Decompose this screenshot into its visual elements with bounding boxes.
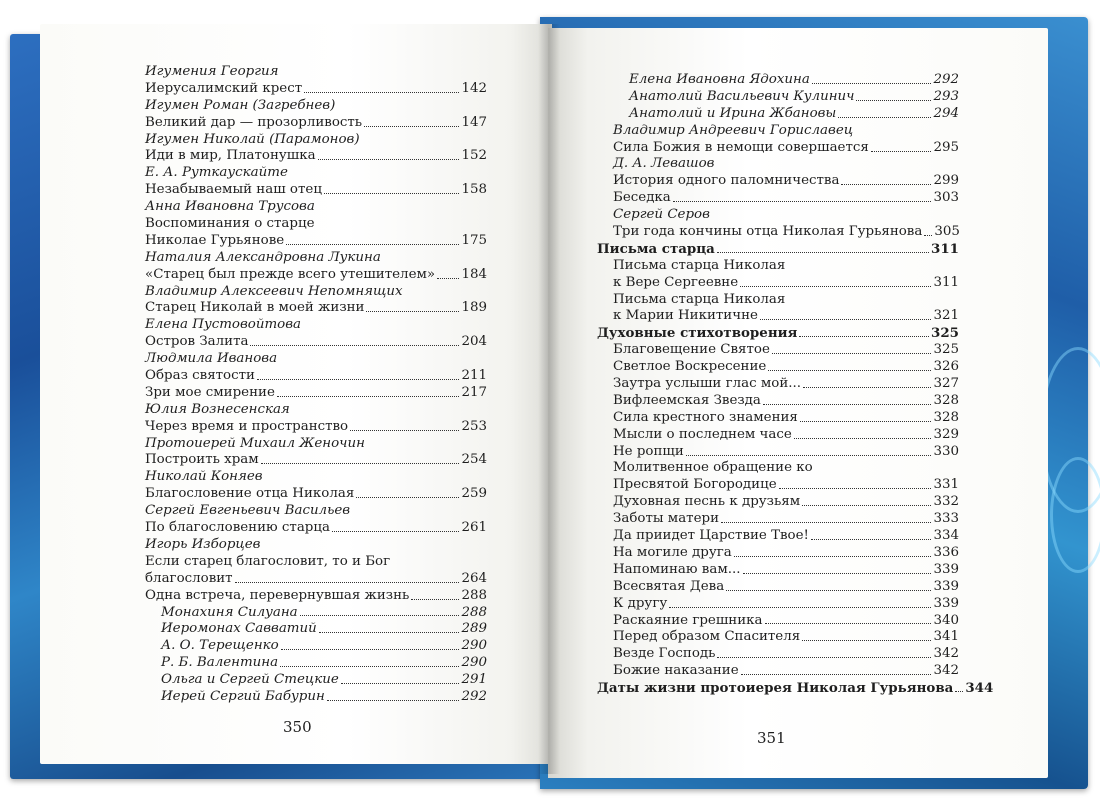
toc-entry: [145, 486, 487, 503]
toc-entry-title: Д. А. Левашов: [613, 156, 715, 172]
toc-entry-title: Анна Ивановна Трусова: [145, 199, 315, 215]
toc-entry-title: благословит: [145, 570, 233, 586]
toc-entry-title: Мысли о последнем часе: [613, 426, 792, 442]
dot-leader: [765, 623, 932, 624]
toc-entry: [597, 629, 959, 646]
toc-entry-page: 189: [461, 300, 487, 316]
toc-entry-title: История одного паломничества: [613, 173, 840, 189]
dot-leader: [811, 539, 932, 540]
dot-leader: [743, 573, 932, 574]
toc-author-line: [145, 503, 487, 520]
toc-entry: [145, 115, 487, 132]
toc-entry: [145, 588, 487, 605]
toc-entry: [597, 410, 959, 427]
toc-entry-title: Если старец благословит, то и Бог: [145, 553, 391, 569]
toc-entry-page: 344: [965, 680, 994, 697]
toc-entry-title: Протоиерей Михаил Женочин: [145, 435, 365, 451]
toc-entry-title: Письма старца: [597, 240, 715, 257]
dot-leader: [250, 345, 459, 346]
toc-entry-page: 325: [931, 325, 959, 342]
toc-section-heading: [597, 241, 959, 258]
toc-entry: [145, 267, 487, 284]
toc-entry-title: Игумения Георгия: [145, 64, 279, 79]
toc-entry-page: 254: [461, 452, 487, 468]
toc-entry: [597, 393, 959, 410]
toc-entry: [145, 148, 487, 165]
toc-entry: [597, 275, 959, 292]
toc-entry-title: Через время и пространство: [145, 418, 349, 434]
toc-entry-page: 321: [933, 308, 959, 324]
dot-leader: [286, 244, 459, 245]
toc-entry-page: 339: [933, 561, 959, 577]
toc-section-heading: [597, 680, 994, 697]
toc-entry-title: Письма старца Николая: [613, 291, 786, 307]
toc-entry: [597, 663, 959, 680]
toc-author-line: [145, 317, 487, 334]
toc-entry-title: Сила крестного знамения: [613, 409, 798, 425]
toc-entry: [145, 334, 487, 351]
toc-entry: [145, 554, 487, 571]
toc-entry-page: 253: [461, 418, 487, 434]
toc-entry-title: к Вере Сергеевне: [613, 274, 739, 290]
toc-entry: [145, 300, 487, 317]
dot-leader: [261, 463, 460, 464]
dot-leader: [726, 590, 931, 591]
dot-leader: [763, 404, 932, 405]
toc-entry-page: 294: [933, 105, 959, 121]
dot-leader: [734, 556, 932, 557]
toc-entry-page: 290: [461, 638, 487, 654]
toc-entry-title: Заботы матери: [613, 511, 720, 527]
toc-entry-title: Владимир Андреевич Гориславец: [613, 122, 854, 138]
toc-entry: [597, 308, 959, 325]
toc-entry-page: 331: [933, 477, 959, 493]
toc-author-line: [145, 402, 487, 419]
toc-entry-page: 340: [933, 612, 959, 628]
toc-author-line: [145, 132, 487, 149]
dot-leader: [741, 674, 932, 675]
toc-list-left: [145, 64, 487, 706]
toc-entry-title: Одна встреча, перевернувшая жизнь: [145, 587, 410, 603]
toc-entry-title: Три года кончины отца Николая Гурьянова: [613, 224, 923, 240]
dot-leader: [277, 396, 460, 397]
toc-author-line: [597, 156, 959, 173]
toc-author-line: [145, 165, 487, 182]
toc-entry: [597, 596, 959, 613]
toc-entry-page: 184: [461, 266, 487, 282]
toc-entry-title: На могиле друга: [613, 544, 732, 560]
toc-entry-title: Да приидет Царствие Твое!: [613, 528, 809, 544]
dot-leader: [235, 582, 460, 583]
toc-entry-title: Благовещение Святое: [613, 342, 770, 358]
dot-leader: [364, 126, 459, 127]
toc-entry-title: Иди в мир, Платонушка: [145, 148, 316, 164]
dot-leader: [856, 100, 931, 101]
toc-entry-page: 217: [461, 384, 487, 400]
toc-author-line: [145, 689, 487, 706]
toc-entry-title: Ольга и Сергей Стецкие: [161, 672, 339, 688]
toc-entry: [597, 545, 959, 562]
page-number-right: 351: [757, 729, 786, 747]
toc-entry-page: 303: [933, 190, 959, 206]
toc-entry-title: По благословению старца: [145, 520, 330, 536]
dot-leader: [803, 387, 931, 388]
toc-entry-page: 330: [933, 443, 959, 459]
toc-entry-title: Николае Гурьянове: [145, 232, 285, 248]
toc-entry-title: Монахиня Силуана: [161, 604, 298, 620]
toc-entry-page: 204: [461, 334, 487, 350]
dot-leader: [257, 379, 459, 380]
toc-entry: [597, 292, 959, 309]
toc-entry-page: 259: [461, 486, 487, 502]
toc-entry-page: 211: [461, 368, 487, 384]
toc-entry-page: 175: [461, 232, 487, 248]
toc-entry: [597, 494, 959, 511]
toc-entry-page: 152: [461, 148, 487, 164]
toc-author-line: [597, 123, 959, 140]
toc-entry-page: 334: [933, 528, 959, 544]
toc-entry-title: Божие наказание: [613, 663, 739, 679]
toc-entry: [597, 359, 959, 376]
toc-entry-title: Великий дар — прозорливость: [145, 114, 363, 130]
toc-entry-page: 332: [933, 494, 959, 510]
toc-entry-title: Игорь Изборцев: [145, 536, 261, 552]
toc-entry: [597, 444, 959, 461]
dot-leader: [802, 505, 931, 506]
toc-entry-title: Заутра услыши глас мой...: [613, 376, 802, 392]
toc-entry-title: Анатолий и Ирина Жбановы: [629, 105, 837, 121]
toc-entry-title: Остров Залита: [145, 334, 249, 350]
toc-entry-page: 299: [933, 173, 959, 189]
dot-leader: [673, 201, 932, 202]
dot-leader: [794, 438, 932, 439]
dot-leader: [871, 151, 932, 152]
toc-entry: [145, 419, 487, 436]
dot-leader: [841, 184, 931, 185]
toc-author-line: [145, 655, 487, 672]
toc-entry: [597, 562, 959, 579]
toc-entry-title: Р. Б. Валентина: [161, 655, 279, 671]
toc-entry-title: Благословение отца Николая: [145, 486, 355, 502]
toc-entry-title: Иерусалимский крест: [145, 80, 303, 96]
toc-entry-page: 342: [933, 663, 959, 679]
toc-author-line: [145, 672, 487, 689]
toc-entry: [597, 511, 959, 528]
toc-entry-page: 295: [933, 139, 959, 155]
toc-entry-title: Е. А. Руткаускайте: [145, 165, 288, 181]
toc-entry-title: Анатолий Васильевич Кулинич: [629, 88, 855, 104]
dot-leader: [686, 455, 932, 456]
toc-entry: [145, 452, 487, 469]
toc-entry: [145, 520, 487, 537]
toc-author-line: [597, 106, 959, 123]
toc-author-line: [145, 469, 487, 486]
dot-leader: [281, 649, 460, 650]
toc-entry-page: 305: [934, 224, 960, 240]
dot-leader: [800, 421, 932, 422]
dot-leader: [802, 640, 931, 641]
toc-entry-title: Владимир Алексеевич Непомнящих: [145, 283, 403, 299]
toc-entry-title: Елена Ивановна Ядохина: [629, 72, 810, 87]
toc-entry-page: 339: [933, 595, 959, 611]
toc-entry: [597, 427, 959, 444]
toc-entry-title: Пресвятой Богородице: [613, 477, 777, 493]
dot-leader: [717, 657, 931, 658]
toc-entry-title: Напоминаю вам...: [613, 561, 741, 577]
toc-entry-page: 339: [933, 578, 959, 594]
toc-author-line: [145, 436, 487, 453]
toc-entry: [145, 216, 487, 233]
toc-entry: [145, 368, 487, 385]
toc-author-line: [145, 351, 487, 368]
toc-entry: [597, 460, 959, 477]
toc-author-line: [597, 207, 959, 224]
toc-entry-title: Молитвенное обращение ко: [613, 460, 813, 476]
dot-leader: [324, 193, 460, 194]
toc-entry-title: Беседка: [613, 190, 671, 206]
toc-entry-title: Людмила Иванова: [145, 351, 278, 367]
toc-entry-page: 158: [461, 182, 487, 198]
toc-entry-page: 311: [931, 240, 959, 257]
toc-entry: [145, 81, 487, 98]
toc-entry-title: Вифлеемская Звезда: [613, 392, 761, 408]
toc-entry-page: 264: [461, 570, 487, 586]
toc-entry: [597, 173, 959, 190]
toc-entry-title: Образ святости: [145, 368, 255, 384]
toc-entry-page: 288: [461, 587, 487, 603]
toc-entry: [597, 613, 959, 630]
toc-entry-title: К другу: [613, 595, 668, 611]
toc-author-line: [145, 284, 487, 301]
dot-leader: [760, 319, 932, 320]
toc-entry: [145, 571, 487, 588]
toc-entry-title: Игумен Роман (Загребнев): [145, 97, 336, 113]
toc-entry-page: 311: [933, 274, 959, 290]
dot-leader: [437, 278, 459, 279]
toc-entry-title: Духовная песнь к друзьям: [613, 494, 801, 510]
toc-entry-title: Игумен Николай (Парамонов): [145, 131, 360, 147]
toc-entry: [597, 258, 959, 275]
dot-leader: [319, 632, 460, 633]
dot-leader: [812, 83, 932, 84]
toc-entry: [597, 190, 959, 207]
toc-entry-title: Сергей Евгеньевич Васильев: [145, 503, 351, 519]
toc-entry-page: 291: [461, 672, 487, 688]
toc-entry-title: Зри мое смирение: [145, 384, 275, 400]
page-number-left: 350: [283, 718, 312, 736]
toc-entry-page: 142: [461, 80, 487, 96]
dot-leader: [280, 666, 459, 667]
toc-entry: [597, 646, 959, 663]
toc-entry-title: Перед образом Спасителя: [613, 629, 801, 645]
toc-author-line: [145, 199, 487, 216]
toc-entry: [145, 182, 487, 199]
toc-author-line: [145, 537, 487, 554]
toc-entry-title: Раскаяние грешника: [613, 612, 763, 628]
toc-entry-page: 342: [933, 646, 959, 662]
toc-entry-page: 336: [933, 544, 959, 560]
toc-author-line: [145, 638, 487, 655]
toc-author-line: [145, 605, 487, 622]
toc-author-line: [597, 89, 959, 106]
toc-entry-title: Воспоминания о старце: [145, 216, 315, 232]
dot-leader: [717, 252, 929, 253]
toc-entry: [145, 233, 487, 250]
toc-entry: [145, 385, 487, 402]
toc-entry-title: Светлое Воскресение: [613, 359, 767, 375]
toc-entry-title: Письма старца Николая: [613, 257, 786, 273]
toc-entry-page: 292: [461, 688, 487, 704]
toc-entry-title: Не ропщи: [613, 443, 684, 459]
toc-entry-page: 289: [461, 621, 487, 637]
toc-entry: [597, 224, 959, 241]
toc-entry-title: Елена Пустовойтова: [145, 317, 302, 333]
toc-entry-title: Духовные стихотворения: [597, 325, 798, 342]
dot-leader: [318, 159, 460, 160]
dot-leader: [350, 430, 459, 431]
toc-entry: [597, 579, 959, 596]
toc-entry-page: 329: [933, 426, 959, 442]
dot-leader: [838, 117, 931, 118]
dot-leader: [772, 353, 932, 354]
dot-leader: [332, 531, 459, 532]
dot-leader: [411, 599, 459, 600]
dot-leader: [300, 615, 460, 616]
toc-author-line: [145, 250, 487, 267]
toc-entry-title: Сила Божия в немощи совершается: [613, 139, 869, 155]
toc-entry-title: Даты жизни протоиерея Николая Гурьянова: [597, 680, 954, 697]
toc-entry-page: 147: [461, 114, 487, 130]
book-gutter: [538, 24, 560, 774]
toc-entry-title: Иеромонах Савватий: [161, 621, 317, 637]
toc-section-heading: [597, 325, 959, 342]
toc-entry-title: А. О. Терещенко: [161, 638, 279, 654]
toc-entry-title: Наталия Александровна Лукина: [145, 249, 381, 265]
toc-entry: [597, 477, 959, 494]
toc-author-line: [145, 98, 487, 115]
toc-entry-page: 328: [933, 409, 959, 425]
dot-leader: [779, 488, 932, 489]
dot-leader: [721, 522, 931, 523]
dot-leader: [366, 311, 459, 312]
toc-entry-title: к Марии Никитичне: [613, 308, 758, 324]
dot-leader: [341, 683, 460, 684]
toc-entry-title: Построить храм: [145, 452, 259, 468]
toc-entry: [597, 528, 959, 545]
toc-entry-page: 328: [933, 392, 959, 408]
dot-leader: [799, 336, 929, 337]
dot-leader: [768, 370, 931, 371]
dot-leader: [955, 691, 963, 692]
toc-entry-title: «Старец был прежде всего утешителем»: [145, 266, 436, 282]
toc-entry-title: Старец Николай в моей жизни: [145, 300, 365, 316]
toc-entry-title: Сергей Серов: [613, 207, 710, 223]
toc-entry-page: 327: [933, 376, 959, 392]
toc-entry-page: 333: [933, 511, 959, 527]
toc-entry-page: 325: [933, 342, 959, 358]
toc-entry-page: 341: [933, 629, 959, 645]
toc-entry-page: 261: [461, 520, 487, 536]
toc-entry-page: 293: [933, 88, 959, 104]
toc-entry-page: 290: [461, 655, 487, 671]
toc-entry-title: Везде Господь: [613, 646, 716, 662]
toc-entry: [597, 140, 959, 157]
toc-author-line: [145, 621, 487, 638]
toc-entry: [597, 376, 959, 393]
toc-entry-page: 326: [933, 359, 959, 375]
toc-entry-title: Незабываемый наш отец: [145, 182, 322, 198]
dot-leader: [356, 497, 459, 498]
dot-leader: [327, 700, 460, 701]
toc-author-line: [145, 64, 487, 81]
toc-entry-title: Юлия Вознесенская: [145, 401, 290, 417]
dot-leader: [740, 286, 931, 287]
toc-entry-title: Всесвятая Дева: [613, 578, 725, 594]
toc-entry: [597, 342, 959, 359]
toc-entry-title: Николай Коняев: [145, 469, 263, 485]
dot-leader: [304, 92, 459, 93]
toc-entry-page: 288: [461, 604, 487, 620]
dot-leader: [669, 607, 931, 608]
toc-entry-title: Иерей Сергий Бабурин: [161, 688, 325, 704]
toc-entry-page: 292: [933, 72, 959, 87]
toc-list-right: [597, 72, 994, 697]
dot-leader: [924, 235, 932, 236]
toc-author-line: [597, 72, 959, 89]
